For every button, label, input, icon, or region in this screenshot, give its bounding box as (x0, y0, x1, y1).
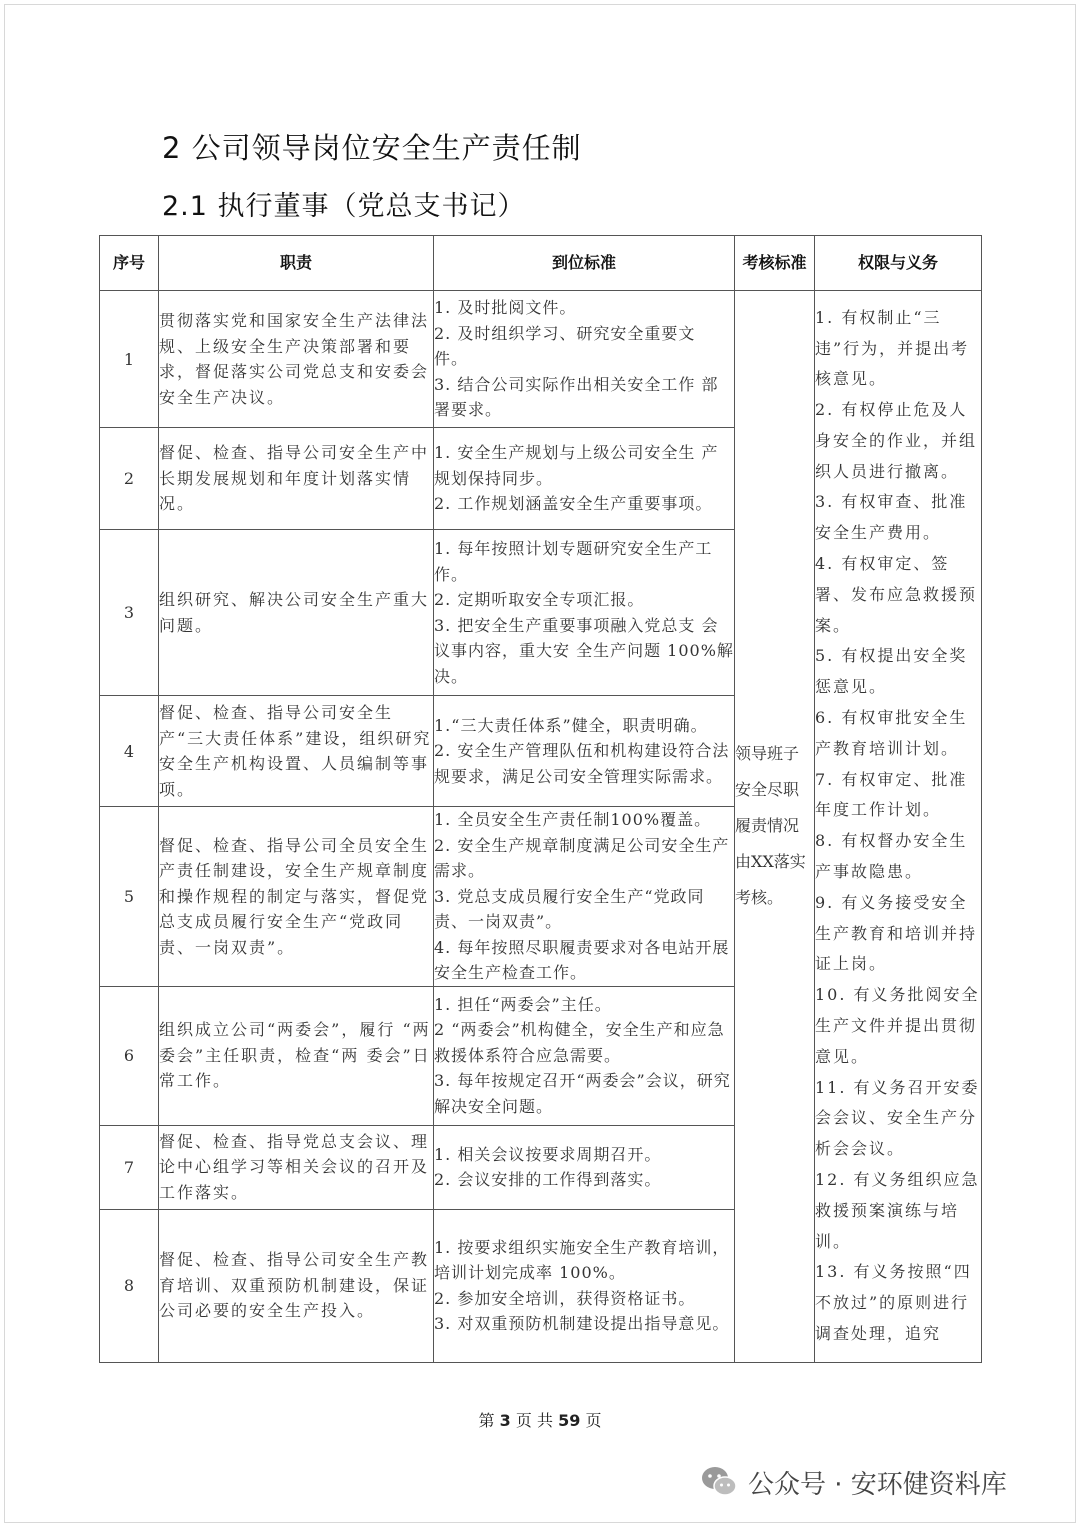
rights-item: 11. 有义务召开安委会会议、安全生产分析会会议。 (815, 1077, 980, 1159)
table-header-row (100, 236, 982, 291)
standard-item: 1. 相关会议按要求周期召开。 (434, 1144, 662, 1164)
row-duty: 组织成立公司“两委会”，履行 “两委会”主任职责，检查“两 委会”日常工作。 (159, 986, 434, 1125)
row-duty: 督促、检查、指导党总支会议、理论中心组学习等相关会议的召开及工作落实。 (159, 1125, 434, 1209)
footer-middle: 页 共 (515, 1411, 553, 1430)
row-standard (434, 807, 735, 987)
row-standard (434, 986, 735, 1125)
standard-item: 2. 安全生产管理队伍和机构建设符合法规要求，满足公司安全管理实际需求。 (434, 741, 730, 786)
row-duty: 督促、检查、指导公司全员安全生产责任制建设，安全生产规章制度和操作规程的制定与落实，督促党总支成员履行安全生产“党政同责、一岗双责”。 (159, 807, 434, 987)
row-duty: 督促、检查、指导公司安全生产教育培训、双重预防机制建设，保证公司必要的安全生产投入。 (159, 1209, 434, 1362)
footer-total-pages: 59 (558, 1411, 581, 1430)
header-standard: 到位标准 (434, 236, 735, 291)
standard-item: 2. 安全生产规章制度满足公司安全生产需求。 (434, 835, 730, 880)
row-duty: 督促、检查、指导公司安全生产中长期发展规划和年度计划落实情况。 (159, 428, 434, 530)
row-standard (434, 696, 735, 807)
standard-item: 3. 结合公司实际作出相关安全工作 部署要求。 (434, 374, 719, 420)
wechat-icon (700, 1465, 738, 1499)
subsection-heading: 2.1 执行董事（党总支书记） (162, 191, 526, 222)
standard-item: 1. 全员安全生产责任制100%覆盖。 (434, 810, 712, 829)
rights-item: 12. 有义务组织应急救援预案演练与培训。 (815, 1170, 980, 1251)
header-rights: 权限与义务 (815, 236, 982, 291)
rights-item: 9. 有义务接受安全生产教育和培训并持证上岗。 (815, 892, 978, 974)
row-number: 4 (100, 696, 159, 807)
rights-cell (815, 291, 982, 1363)
row-number: 2 (100, 428, 159, 530)
row-duty: 督促、检查、指导公司安全生产“三大责任体系”建设，组织研究安全生产机构设置、人员编制等事项。 (159, 696, 434, 807)
row-standard (434, 1209, 735, 1362)
row-duty: 组织研究、解决公司安全生产重大问题。 (159, 530, 434, 696)
rights-item: 7. 有权审定、批准年度工作计划。 (815, 769, 968, 820)
row-standard (434, 428, 735, 530)
page-footer (0, 1408, 1080, 1431)
standard-item: 1. 按要求组织实施安全生产教育培训，培训计划完成率 100%。 (434, 1237, 730, 1282)
row-number: 7 (100, 1125, 159, 1209)
row-number: 8 (100, 1209, 159, 1362)
standard-item: 3. 每年按规定召开“两委会”会议，研究解决安全问题。 (434, 1071, 731, 1116)
standard-item: 1.“三大责任体系”健全，职责明确。 (434, 715, 708, 735)
row-standard (434, 291, 735, 428)
row-number: 5 (100, 807, 159, 987)
rights-item: 2. 有权停止危及人身安全的作业，并组织人员进行撤离。 (815, 400, 978, 481)
standard-item: 1. 及时批阅文件。 (434, 298, 577, 318)
watermark-text: 公众号 · 安环健资料库 (748, 1469, 1007, 1500)
rights-item: 4. 有权审定、签署、发布应急救援预案。 (815, 554, 978, 635)
rights-item: 3. 有权审查、批准安全生产费用。 (815, 492, 968, 543)
footer-suffix: 页 (585, 1411, 602, 1430)
row-number: 6 (100, 986, 159, 1125)
standard-item: 1. 担任“两委会”主任。 (434, 994, 612, 1014)
standard-item: 2. 参加安全培训，获得资格证书。 (434, 1288, 696, 1308)
responsibility-table (99, 235, 982, 1363)
standard-item: 1. 每年按照计划专题研究安全生产工作。 (434, 539, 713, 584)
standard-item: 2 “两委会”机构健全，安全生产和应急救援体系符合应急需要。 (434, 1020, 725, 1065)
standard-item: 2. 定期听取安全专项汇报。 (434, 590, 645, 609)
standard-item: 2. 会议安排的工作得到落实。 (434, 1170, 662, 1189)
standard-item: 2. 及时组织学习、研究安全重要文 件。 (434, 323, 696, 369)
row-standard (434, 530, 735, 696)
rights-item: 1. 有权制止“三违”行为，并提出考核意见。 (815, 307, 970, 389)
header-assess: 考核标准 (735, 236, 815, 291)
header-num: 序号 (100, 236, 159, 291)
standard-item: 1. 安全生产规划与上级公司安全生 产规划保持同步。 (434, 443, 719, 488)
header-duty: 职责 (159, 236, 434, 291)
rights-item: 6. 有权审批安全生产教育培训计划。 (815, 708, 968, 758)
footer-prefix: 第 (478, 1411, 495, 1430)
row-duty: 贯彻落实党和国家安全生产法律法规、上级安全生产决策部署和要求，督促落实公司党总支和安委会 安全生产决议。 (159, 291, 434, 428)
row-number: 1 (100, 291, 159, 428)
rights-item: 5. 有权提出安全奖惩意见。 (815, 646, 968, 697)
standard-item: 3. 对双重预防机制建设提出指导意见。 (434, 1314, 730, 1333)
rights-item: 8. 有权督办安全生产事故隐患。 (815, 831, 968, 882)
rights-item: 10. 有义务批阅安全生产文件并提出贯彻意见。 (815, 985, 980, 1066)
standard-item: 4. 每年按照尽职履责要求对各电站开展安全生产检查工作。 (434, 937, 730, 982)
assess-cell: 领导班子安全尽职履责情况由XX落实考核。 (735, 291, 815, 1363)
watermark (700, 1460, 1007, 1504)
standard-item: 2. 工作规划涵盖安全生产重要事项。 (434, 494, 713, 514)
footer-page-number: 3 (499, 1411, 511, 1430)
rights-item: 13. 有义务按照“四不放过”的原则进行调查处理，追究 (815, 1262, 972, 1343)
row-number: 3 (100, 530, 159, 696)
section-heading: 2 公司领导岗位安全生产责任制 (162, 131, 582, 165)
standard-item: 3. 党总支成员履行安全生产“党政同责、一岗双责”。 (434, 886, 705, 931)
standard-item: 3. 把安全生产重要事项融入党总支 会议事内容，重大安 全生产问题 100%解决。 (434, 615, 734, 686)
row-standard (434, 1125, 735, 1209)
table-row (100, 291, 982, 428)
